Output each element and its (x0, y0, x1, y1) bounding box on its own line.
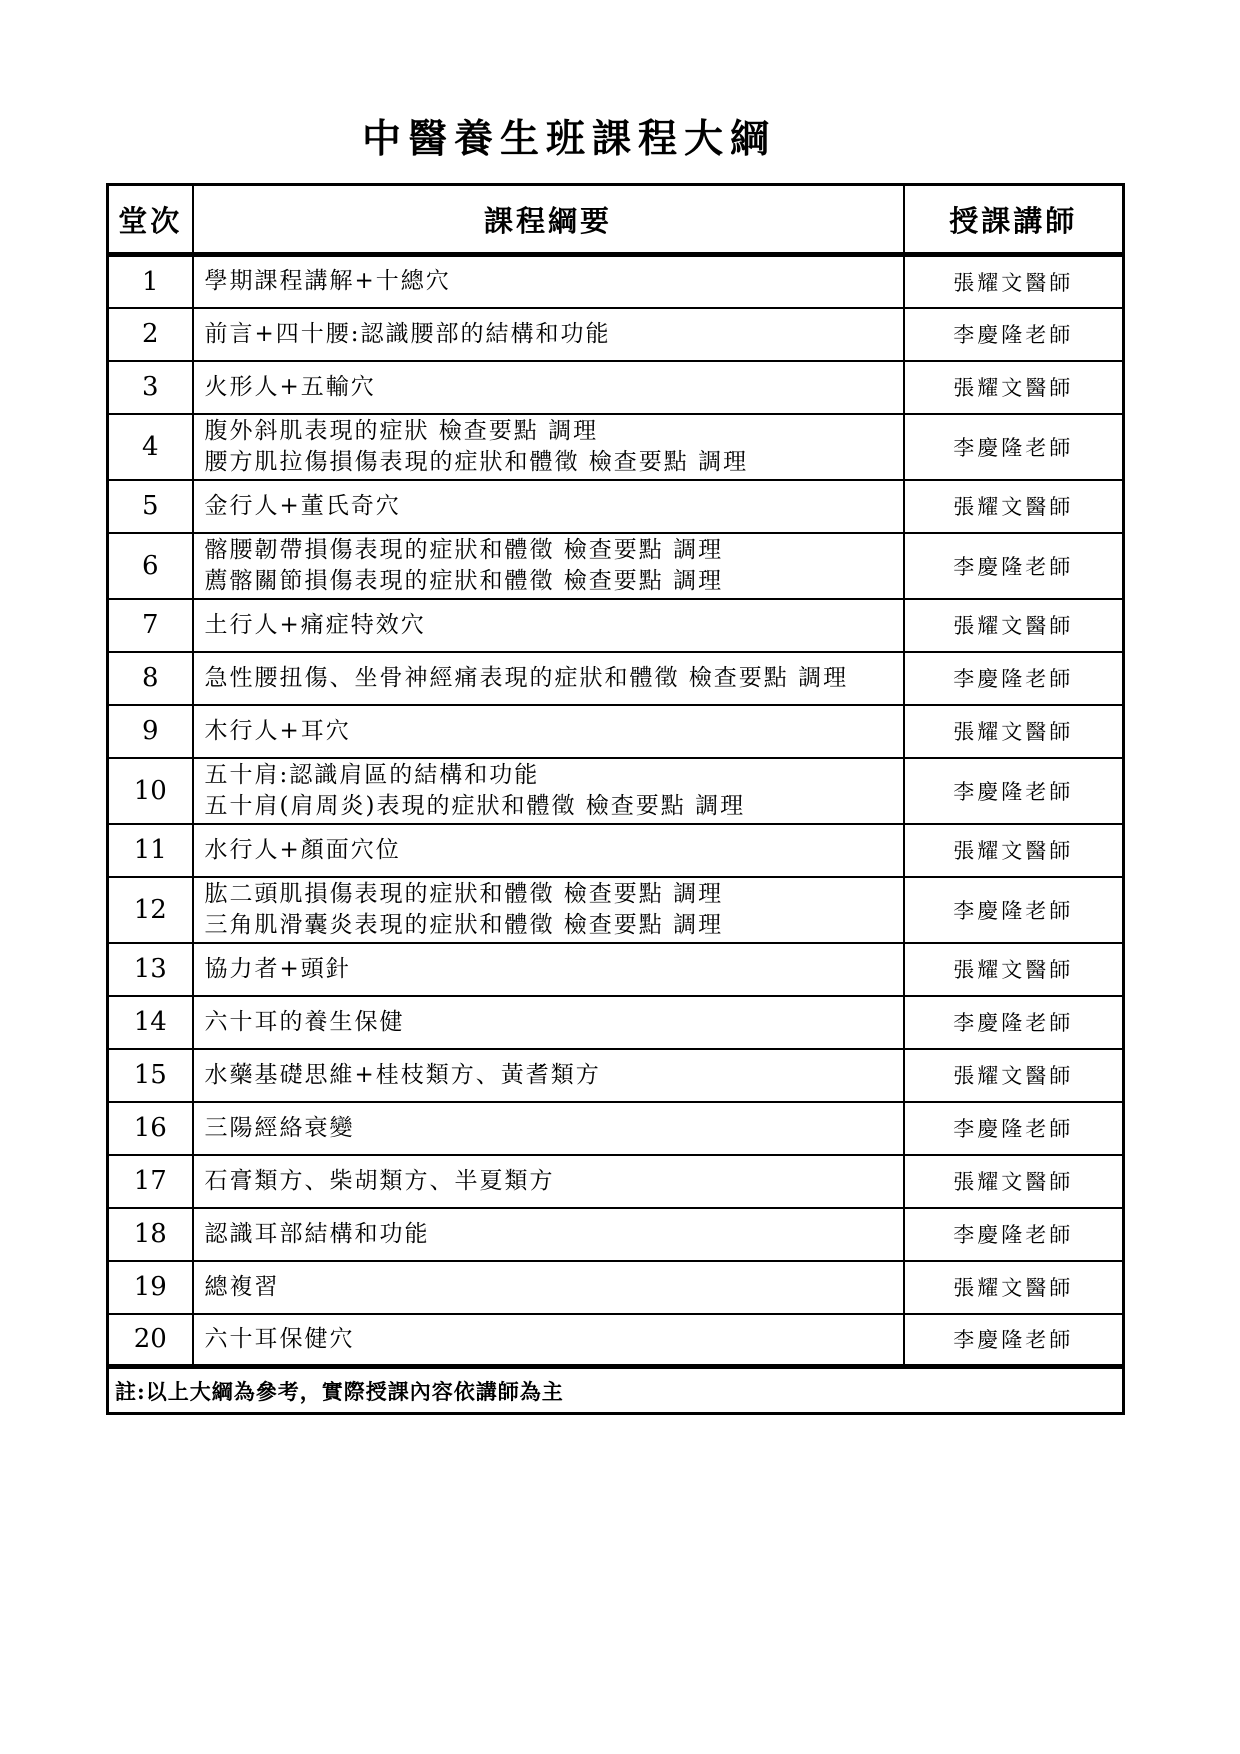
outline-line: 學期課程講解+十總穴 (204, 268, 451, 295)
column-header-outline: 課程綱要 (193, 185, 904, 255)
outline-line: 水藥基礎思維+桂枝類方、黃耆類方 (204, 1061, 601, 1088)
instructor: 張耀文醫師 (904, 361, 1124, 414)
course-outline (193, 877, 904, 943)
course-outline (193, 414, 904, 480)
table-row (108, 480, 1124, 533)
outline-line: 六十耳保健穴 (204, 1325, 355, 1352)
session-number: 14 (108, 996, 193, 1049)
footnote-row (108, 1367, 1124, 1414)
table-row (108, 414, 1124, 480)
instructor: 李慶隆老師 (904, 758, 1124, 824)
instructor: 張耀文醫師 (904, 824, 1124, 877)
outline-line: 腰方肌拉傷損傷表現的症狀和體徵 檢查要點 調理 (204, 448, 749, 475)
session-number: 8 (108, 652, 193, 705)
course-outline (193, 361, 904, 414)
outline-line: 五十肩:認識肩區的結構和功能 (204, 761, 540, 788)
course-outline (193, 1049, 904, 1102)
outline-line: 水行人+顏面穴位 (204, 836, 401, 863)
outline-line: 土行人+痛症特效穴 (204, 611, 426, 638)
table-row (108, 1314, 1124, 1367)
outline-line: 髂腰韌帶損傷表現的症狀和體徵 檢查要點 調理 (204, 536, 724, 563)
course-outline (193, 1208, 904, 1261)
instructor: 李慶隆老師 (904, 1314, 1124, 1367)
session-number: 19 (108, 1261, 193, 1314)
column-header-session: 堂次 (108, 185, 193, 255)
course-outline (193, 480, 904, 533)
course-outline (193, 1314, 904, 1367)
instructor: 李慶隆老師 (904, 877, 1124, 943)
table-row (108, 361, 1124, 414)
course-outline (193, 652, 904, 705)
table-row (108, 877, 1124, 943)
course-table-body (108, 255, 1124, 1367)
table-row (108, 943, 1124, 996)
table-row (108, 1102, 1124, 1155)
session-number: 1 (108, 255, 193, 308)
course-outline (193, 1261, 904, 1314)
instructor: 李慶隆老師 (904, 414, 1124, 480)
instructor: 張耀文醫師 (904, 255, 1124, 308)
outline-line: 認識耳部結構和功能 (204, 1220, 430, 1247)
outline-line: 前言+四十腰:認識腰部的結構和功能 (204, 320, 611, 347)
course-outline (193, 996, 904, 1049)
table-row (108, 1155, 1124, 1208)
session-number: 6 (108, 533, 193, 599)
course-outline (193, 308, 904, 361)
instructor: 張耀文醫師 (904, 1261, 1124, 1314)
instructor: 李慶隆老師 (904, 533, 1124, 599)
outline-line: 肱二頭肌損傷表現的症狀和體徵 檢查要點 調理 (204, 880, 724, 907)
table-row (108, 255, 1124, 308)
instructor: 張耀文醫師 (904, 1049, 1124, 1102)
instructor: 李慶隆老師 (904, 308, 1124, 361)
session-number: 3 (108, 361, 193, 414)
session-number: 2 (108, 308, 193, 361)
outline-line: 協力者+頭針 (204, 955, 351, 982)
table-row (108, 308, 1124, 361)
session-number: 5 (108, 480, 193, 533)
session-number: 16 (108, 1102, 193, 1155)
course-outline (193, 758, 904, 824)
header-row (108, 185, 1124, 255)
outline-line: 金行人+董氏奇穴 (204, 492, 401, 519)
course-outline (193, 599, 904, 652)
session-number: 4 (108, 414, 193, 480)
session-number: 10 (108, 758, 193, 824)
outline-line: 總複習 (204, 1273, 280, 1300)
session-number: 7 (108, 599, 193, 652)
column-header-instructor: 授課講師 (904, 185, 1124, 255)
table-row (108, 533, 1124, 599)
outline-line: 三角肌滑囊炎表現的症狀和體徵 檢查要點 調理 (204, 911, 724, 938)
session-number: 11 (108, 824, 193, 877)
outline-line: 急性腰扭傷、坐骨神經痛表現的症狀和體徵 檢查要點 調理 (204, 664, 849, 691)
outline-line: 五十肩(肩周炎)表現的症狀和體徵 檢查要點 調理 (204, 792, 746, 819)
table-row (108, 824, 1124, 877)
table-row (108, 758, 1124, 824)
course-outline (193, 533, 904, 599)
session-number: 15 (108, 1049, 193, 1102)
table-footer (108, 1367, 1124, 1414)
page-title: 中醫養生班課程大綱 (361, 116, 776, 162)
table-row (108, 996, 1124, 1049)
course-outline (193, 943, 904, 996)
course-outline (193, 1155, 904, 1208)
instructor: 李慶隆老師 (904, 1102, 1124, 1155)
outline-line: 腹外斜肌表現的症狀 檢查要點 調理 (204, 417, 599, 444)
course-outline (193, 705, 904, 758)
instructor: 張耀文醫師 (904, 943, 1124, 996)
instructor: 張耀文醫師 (904, 480, 1124, 533)
session-number: 20 (108, 1314, 193, 1367)
session-number: 17 (108, 1155, 193, 1208)
footnote: 註:以上大綱為參考，實際授課內容依講師為主 (108, 1367, 1124, 1414)
instructor: 張耀文醫師 (904, 1155, 1124, 1208)
table-row (108, 652, 1124, 705)
session-number: 18 (108, 1208, 193, 1261)
table-row (108, 599, 1124, 652)
instructor: 李慶隆老師 (904, 652, 1124, 705)
table-row (108, 1049, 1124, 1102)
table-row (108, 705, 1124, 758)
outline-line: 木行人+耳穴 (204, 717, 351, 744)
course-outline (193, 1102, 904, 1155)
instructor: 李慶隆老師 (904, 1208, 1124, 1261)
outline-line: 火形人+五輸穴 (204, 373, 376, 400)
session-number: 13 (108, 943, 193, 996)
session-number: 12 (108, 877, 193, 943)
outline-line: 六十耳的養生保健 (204, 1008, 405, 1035)
outline-line: 三陽經絡衰變 (204, 1114, 355, 1141)
instructor: 張耀文醫師 (904, 705, 1124, 758)
table-row (108, 1208, 1124, 1261)
course-outline (193, 824, 904, 877)
instructor: 張耀文醫師 (904, 599, 1124, 652)
course-outline (193, 255, 904, 308)
table-row (108, 1261, 1124, 1314)
outline-line: 薦髂關節損傷表現的症狀和體徵 檢查要點 調理 (204, 567, 724, 594)
course-outline-table (106, 183, 1125, 1415)
instructor: 李慶隆老師 (904, 996, 1124, 1049)
table-header (108, 185, 1124, 255)
session-number: 9 (108, 705, 193, 758)
outline-line: 石膏類方、柴胡類方、半夏類方 (204, 1167, 555, 1194)
